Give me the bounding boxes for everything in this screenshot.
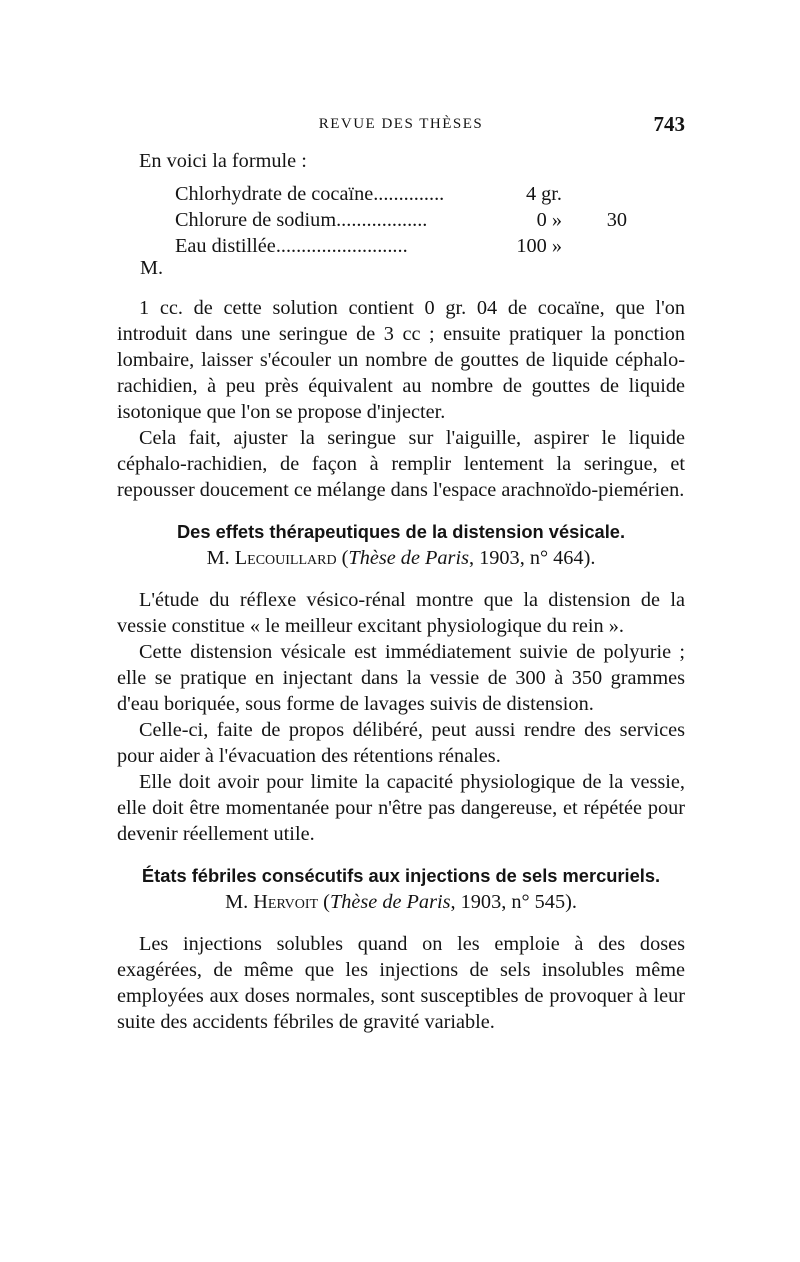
page-number: 743 <box>653 112 685 136</box>
formula-table <box>117 181 685 285</box>
ingredient-name: Chlorure de sodium <box>175 209 337 231</box>
formula-row <box>175 207 627 233</box>
running-head: REVUE DES THÈSES <box>318 116 484 132</box>
body-text <box>117 148 685 1035</box>
formula-intro: En voici la formule : <box>139 150 307 172</box>
author-name: Lecouillard <box>234 547 337 569</box>
section-citation: M. Hervoit (Thèse de Paris, 1903, n° 545). <box>225 891 577 913</box>
ingredient-amount: 100 » <box>516 235 562 257</box>
author-name: Hervoit <box>253 891 319 913</box>
paragraph: Les injections solubles quand on les emploie à des doses exagérées, de même que les injections de sels insolubles même employées aux doses normales, sont susceptibles de provoquer à leur suite des accidents fébriles de gravité variable. <box>117 933 685 1033</box>
paragraph: L'étude du réflexe vésico-rénal montre que la distension de la vessie constitue « le meilleur excitant physiologique du rein ». <box>117 589 685 637</box>
dot-leader: .......................... <box>275 235 408 257</box>
formula-row <box>175 181 627 207</box>
paragraph: Cela fait, ajuster la seringue sur l'aiguille, aspirer le liquide céphalo-rachidien, de façon à remplir lentement la seringue, et repousser doucement ce mélange dans l'espace arachnoïdo-piemérien. <box>117 427 685 501</box>
ingredient-amount: 0 » <box>536 209 562 231</box>
page-header <box>117 112 685 142</box>
section-heading: Des effets thérapeutiques de la distension vésicale. <box>176 521 626 542</box>
dot-leader: .................. <box>336 209 428 231</box>
paragraph: Elle doit avoir pour limite la capacité physiologique de la vessie, elle doit être momentanée pour n'être pas dangereuse, et répétée pour devenir réellement utile. <box>117 771 685 845</box>
paragraph: Celle-ci, faite de propos délibéré, peut aussi rendre des services pour aider à l'évacuation des rétentions rénales. <box>117 719 685 767</box>
misce-label: M. <box>140 257 164 279</box>
thesis-title: Thèse de Paris <box>329 891 451 913</box>
paragraph: 1 cc. de cette solution contient 0 gr. 04 de cocaïne, que l'on introduit dans une seringue de 3 cc ; ensuite pratiquer la ponction lombaire, laisser s'écouler un nombre de gouttes de liquide céphalo-rachidien, à peu près équivalent au nombre de gouttes de liquide isotonique que l'on se propose d'injecter. <box>117 297 685 423</box>
ingredient-name: Chlorhydrate de cocaïne <box>175 183 374 205</box>
ingredient-fraction: 30 <box>606 209 627 231</box>
ingredient-name: Eau distillée <box>175 235 276 257</box>
thesis-title: Thèse de Paris <box>348 547 469 569</box>
section-heading: États fébriles consécutifs aux injections de sels mercuriels. <box>141 865 661 886</box>
ingredient-amount: 4 gr. <box>525 183 562 205</box>
dot-leader: .............. <box>373 183 445 205</box>
paragraph: Cette distension vésicale est immédiatement suivie de polyurie ; elle se pratique en injectant dans la vessie de 300 à 350 grammes d'eau boriquée, sous forme de lavages suivis de distension. <box>117 641 685 715</box>
section-citation: M. Lecouillard (Thèse de Paris, 1903, n° 464). <box>206 547 596 569</box>
formula-row <box>175 233 627 259</box>
